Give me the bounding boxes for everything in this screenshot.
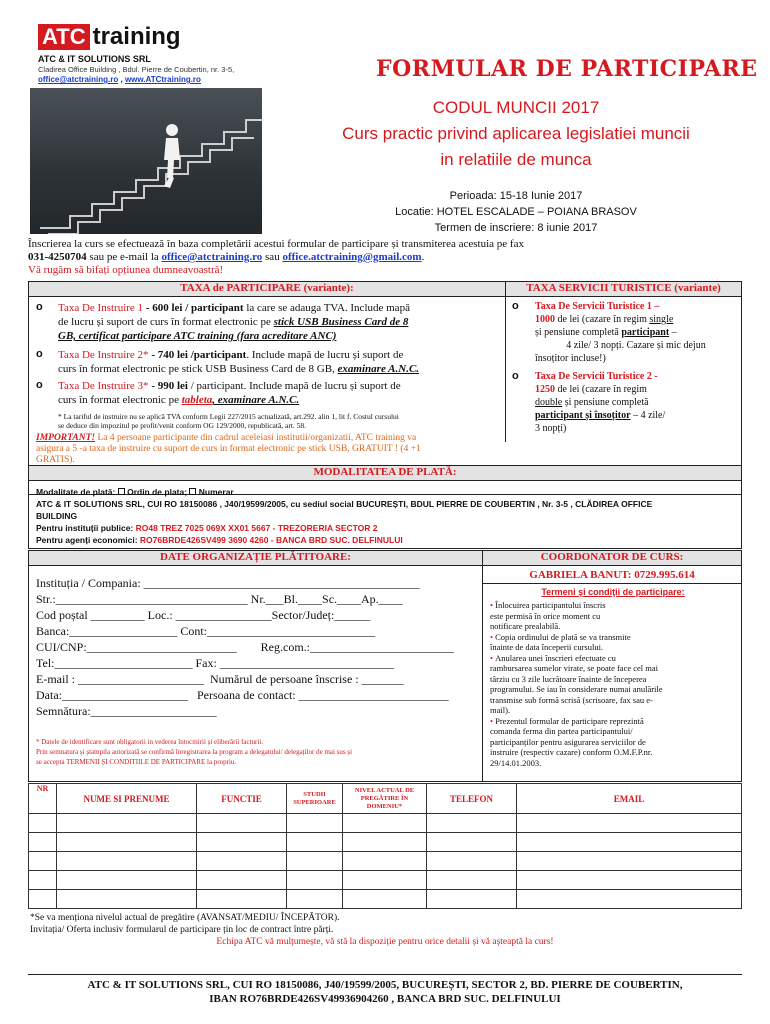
tourism1-single: single bbox=[649, 314, 674, 325]
coord-header: COORDONATOR DE CURS: bbox=[483, 551, 741, 566]
checkbox-payment-order[interactable] bbox=[118, 488, 125, 495]
option3-line2a: curs în format electronic pe bbox=[58, 394, 182, 406]
org-divider bbox=[482, 550, 483, 782]
col-phone: TELEFON bbox=[427, 784, 517, 814]
course-title-line1: Curs practic privind aplicarea legislatiei muncii bbox=[342, 124, 690, 143]
vat-note-line2: se deduce din impozitul pe profit/venit conform OG 129/2000, republicată, art. 58. bbox=[58, 421, 307, 430]
intro-text: Înscrierea la curs se efectuează în baza completării acestui formular de participare și transmiterea acestuia pe fax 031-4250704 sau pe e-mail la office@atctraining.ro sau office.atctraining@gmail.com. Vă rugăm să bifați opțiunea dumneavoastră! bbox=[28, 238, 742, 277]
option2-price: - 740 lei /participant bbox=[148, 349, 247, 361]
tourism-option-2 bbox=[535, 370, 737, 435]
form-title: FORMULAR DE PARTICIPARE bbox=[376, 56, 758, 82]
option3-line2b: tableta bbox=[181, 394, 213, 406]
tourism2-line4: 3 nopți) bbox=[535, 423, 567, 434]
option1-line3: GB, certificat participare ATC training (fara acreditare ANC) bbox=[58, 330, 337, 342]
bullet-icon: • bbox=[490, 652, 496, 663]
table-cell[interactable] bbox=[29, 852, 57, 871]
page-footer bbox=[28, 974, 742, 1006]
terms-line: Anularea unei înscrieri efectuate cu bbox=[495, 652, 616, 663]
terms-line: 29/14.01.2003. bbox=[490, 757, 542, 768]
option3-line2c: , examinare A.N.C. bbox=[212, 394, 300, 406]
vat-note bbox=[58, 412, 500, 430]
terms-line: este permisă în orice moment cu bbox=[490, 610, 601, 621]
participation-option-1 bbox=[58, 301, 500, 343]
econ-label: Pentru agenți economici: bbox=[36, 535, 140, 545]
option2-title: Taxa De Instruire 2* bbox=[58, 349, 149, 361]
field-street[interactable]: Str.:________________________________ Nr.___Bl.____Sc.____Ap.____ bbox=[36, 592, 403, 606]
option1-line2a: de lucru și suport de curs în format electronic pe bbox=[58, 316, 274, 328]
option1-text: la care se adauga TVA. Include mapă bbox=[243, 302, 410, 314]
fax-number: 031-4250704 bbox=[28, 251, 87, 263]
intro-please: Vă rugăm să bifați opțiunea dumneavoastră! bbox=[28, 264, 224, 276]
table-cell[interactable] bbox=[427, 890, 517, 909]
course-location: Locatie: HOTEL ESCALADE – POIANA BRASOV bbox=[395, 206, 637, 218]
terms-item-3 bbox=[490, 653, 736, 716]
fees-divider bbox=[505, 281, 506, 442]
tourism1-line4: însoțitor incluse!) bbox=[535, 353, 606, 364]
public-account: RO48 TREZ 7025 069X XX01 5667 - TREZORERIA SECTOR 2 bbox=[135, 523, 378, 533]
bullet-icon: • bbox=[490, 631, 496, 642]
header-photo bbox=[30, 88, 262, 234]
terms-line: Prezentul formular de participare reprezintă bbox=[495, 715, 644, 726]
course-code-title: CODUL MUNCII 2017 bbox=[432, 98, 600, 117]
checkbox-tourism-2[interactable]: o bbox=[512, 370, 519, 382]
table-cell[interactable] bbox=[517, 833, 742, 852]
table-row bbox=[29, 852, 742, 871]
field-email[interactable]: E-mail : _____________________ Numărul de persoane înscrise : _______ bbox=[36, 672, 404, 686]
payment-details bbox=[36, 486, 736, 546]
table-cell[interactable] bbox=[427, 833, 517, 852]
method-opt1: Ordin de plata; bbox=[124, 487, 190, 497]
option1-title: Taxa De Instruire 1 bbox=[58, 302, 144, 314]
method-opt2: Numerar bbox=[196, 487, 234, 497]
table-cell[interactable] bbox=[287, 890, 343, 909]
participation-option-2 bbox=[58, 348, 500, 376]
public-label: Pentru instituții publice: bbox=[36, 523, 136, 533]
important-line2: asigura a 5 -a taxa de instruire cu suport de curs in format electronic pe stick USB, GRATUIT ! (4 +1 bbox=[36, 444, 421, 454]
terms-line: mail). bbox=[490, 705, 511, 715]
payment-header: MODALITATEA DE PLATĂ: bbox=[29, 466, 741, 481]
terms-line: înainte de data începerii cursului. bbox=[490, 642, 604, 652]
table-cell[interactable] bbox=[57, 814, 197, 833]
email-link-2[interactable]: office.atctraining@gmail.com bbox=[282, 251, 422, 263]
tourism-option-1 bbox=[535, 300, 737, 365]
important-label: IMPORTANT! bbox=[36, 433, 96, 443]
table-cell[interactable] bbox=[343, 833, 427, 852]
table-row bbox=[29, 890, 742, 909]
field-signature[interactable]: Semnătura:_____________________ bbox=[36, 704, 217, 718]
field-postal[interactable]: Cod poștal _________ Loc.: ________________Sector/Județ:______ bbox=[36, 608, 371, 622]
bullet-icon: • bbox=[490, 600, 496, 610]
table-cell[interactable] bbox=[29, 814, 57, 833]
col-email: EMAIL bbox=[517, 784, 742, 814]
company-address: Cladirea Office Building , Bdul. Pierre de Coubertin, nr. 3-5, bbox=[38, 65, 235, 74]
company-name: ATC & IT SOLUTIONS SRL bbox=[38, 54, 151, 64]
table-cell[interactable] bbox=[197, 890, 287, 909]
intro-or: sau bbox=[262, 251, 283, 263]
contact-separator: , bbox=[118, 75, 125, 84]
option1-line2b: stick USB Business Card de 8 bbox=[273, 316, 409, 328]
table-header-row bbox=[29, 784, 742, 814]
field-company[interactable]: Instituția / Compania: ______________________________________________ bbox=[36, 576, 420, 590]
field-tel[interactable]: Tel:_______________________ Fax: _____________________________ bbox=[36, 656, 394, 670]
org-header: DATE ORGANIZAȚIE PLĂTITOARE: bbox=[29, 551, 482, 566]
table-cell[interactable] bbox=[343, 814, 427, 833]
tourism1-line2a: și pensiune completă bbox=[535, 327, 622, 338]
tourism2-line3b: – 4 zile/ bbox=[630, 410, 666, 421]
terms-line: Înlocuirea participantului înscris bbox=[495, 600, 606, 610]
terms-item-1 bbox=[490, 600, 736, 632]
terms-line: participanților pentru asigurarea serviciilor de bbox=[490, 736, 646, 747]
company-contacts bbox=[38, 75, 201, 84]
terms-line: Copia ordinului de plată se va transmite bbox=[495, 631, 631, 642]
col-name: NUME SI PRENUME bbox=[57, 784, 197, 814]
tourism-header: TAXA SERVICII TURISTICE (variante) bbox=[506, 282, 741, 297]
field-cui[interactable]: CUI/CNP:_________________________ Reg.com.:________________________ bbox=[36, 640, 455, 654]
checkbox-option-1[interactable]: o bbox=[36, 301, 43, 313]
atc-logo bbox=[38, 24, 181, 50]
intro-line: Înscrierea la curs se efectuează în baza completării acestui formular de participare și transmiterea acestuia pe fax bbox=[28, 238, 524, 250]
econ-account: RO76BRDE426SV499 3690 4260 - BANCA BRD SUC. DELFINULUI bbox=[139, 535, 403, 545]
table-cell[interactable] bbox=[343, 890, 427, 909]
table-cell[interactable] bbox=[287, 814, 343, 833]
table-row bbox=[29, 814, 742, 833]
important-note bbox=[36, 433, 500, 466]
payment-building: BUILDING bbox=[36, 511, 78, 521]
tourism2-double: double bbox=[535, 397, 563, 408]
course-title-line2: in relatiile de munca bbox=[440, 150, 592, 169]
table-cell[interactable] bbox=[287, 852, 343, 871]
participation-option-3 bbox=[58, 379, 500, 407]
table-cell[interactable] bbox=[427, 871, 517, 890]
table-cell[interactable] bbox=[197, 814, 287, 833]
footnote-level: *Se va menționa nivelul actual de pregătire (AVANSAT/MEDIU/ ÎNCEPĂTOR). bbox=[30, 913, 340, 923]
tourism1-line3: 4 zile/ 3 nopți. Cazare și mic dejun bbox=[566, 340, 706, 351]
terms-line: notificare prealabilă. bbox=[490, 621, 561, 631]
option1-price: - 600 lei / participant bbox=[143, 302, 244, 314]
table-cell[interactable] bbox=[197, 852, 287, 871]
terms-item-2 bbox=[490, 632, 736, 653]
checkbox-option-2[interactable]: o bbox=[36, 348, 43, 360]
coord-name: GABRIELA BANUT: 0729.995.614 bbox=[483, 566, 741, 584]
vat-note-line1: * La tariful de instruire nu se aplică TVA conform Legii 227/2015 actualizată, art.292. alin 1, lit f. Costul cursului bbox=[58, 412, 399, 421]
tourism2-participant: participant și însoțitor bbox=[535, 410, 631, 421]
terms-line: transmise sub formă scrisă (scrisoare, fax sau e- bbox=[490, 694, 653, 705]
terms-line: instruire (respectiv cazare) conform O.M.F.P.nr. bbox=[490, 747, 653, 757]
terms-line: târziu cu 3 zile lucrătoare înainte de începerea bbox=[490, 673, 647, 684]
tourism1-participant: participant bbox=[621, 327, 670, 338]
email-link-1[interactable]: office@atctraining.ro bbox=[161, 251, 263, 263]
payment-company: ATC & IT SOLUTIONS SRL, CUI RO 18150086 , J40/19599/2005, cu sediul social BUCUREȘTI, BDUL PIERRE DE COUBERTIN , Nr. 3-5 , CLĂDIREA OFFICE bbox=[36, 499, 653, 509]
col-studies: STUDII SUPERIOARE bbox=[287, 784, 343, 814]
terms-line: programului. Se iau în considerare numai anulările bbox=[490, 684, 663, 694]
table-cell[interactable] bbox=[197, 871, 287, 890]
option2-line2b: examinare A.N.C. bbox=[337, 363, 420, 375]
table-row bbox=[29, 871, 742, 890]
tourism2-price: 1250 bbox=[535, 384, 555, 395]
table-cell[interactable] bbox=[517, 890, 742, 909]
option2-line2a: curs în format electronic pe stick USB Business Card de 8 GB, bbox=[58, 363, 338, 375]
table-cell[interactable] bbox=[343, 871, 427, 890]
option2-text: . Include mapă de lucru și suport de bbox=[246, 349, 404, 361]
email-link[interactable]: office@atctraining.ro bbox=[38, 75, 119, 84]
option3-text: / participant. Include mapă de lucru și suport de bbox=[187, 380, 401, 392]
web-link[interactable]: www.ATCtraining.ro bbox=[124, 75, 201, 84]
org-fields bbox=[36, 575, 476, 719]
bullet-icon: • bbox=[490, 715, 496, 726]
intro-mid: sau pe e-mail la bbox=[86, 251, 162, 263]
important-line3: GRATIS). bbox=[36, 455, 75, 465]
table-cell[interactable] bbox=[287, 871, 343, 890]
org-notes bbox=[36, 737, 478, 767]
tourism1-line2c: – bbox=[669, 327, 677, 338]
footnote-contract: Invitația/ Oferta inclusiv formularul de participare țin loc de contract între părți. bbox=[30, 925, 334, 935]
registration-deadline: Termen de inscriere: 8 iunie 2017 bbox=[434, 222, 598, 234]
participation-header: TAXA de PARTICIPARE (variante): bbox=[29, 282, 505, 297]
table-cell[interactable] bbox=[343, 852, 427, 871]
tourism1-text: de lei (cazare în regim bbox=[555, 314, 650, 325]
stairs-illustration bbox=[30, 88, 262, 234]
footer-line1: ATC & IT SOLUTIONS SRL, CUI RO 18150086, J40/19599/2005, BUCUREȘTI, SECTOR 2, BD. PIERRE DE COUBERTIN, bbox=[87, 979, 683, 991]
field-date[interactable]: Data:_____________________ Persoana de contact: _________________________ bbox=[36, 688, 449, 702]
logo-atc: ATC bbox=[38, 24, 90, 50]
tourism2-text: de lei (cazare în regim bbox=[555, 384, 647, 395]
table-cell[interactable] bbox=[517, 871, 742, 890]
participants-table bbox=[28, 783, 742, 909]
table-cell[interactable] bbox=[29, 833, 57, 852]
important-text: La 4 persoane participante din cadrul aceleiasi institutii/organizatii, ATC training va bbox=[95, 433, 417, 443]
table-cell[interactable] bbox=[427, 852, 517, 871]
org-note1: * Datele de identificare sunt obligatorii in vederea întocmirii și eliberării facturii. bbox=[36, 738, 264, 746]
col-nr: NR bbox=[29, 784, 57, 814]
tourism2-line2b: și pensiune completă bbox=[562, 397, 649, 408]
table-cell[interactable] bbox=[29, 871, 57, 890]
terms-title: Termeni şi condiţii de participare: bbox=[541, 587, 685, 597]
table-cell[interactable] bbox=[197, 833, 287, 852]
org-note3: se accepta TERMENII ȘI CONDITIILE DE PARTICIPARE la propriu. bbox=[36, 758, 237, 766]
table-cell[interactable] bbox=[427, 814, 517, 833]
terms-item-4 bbox=[490, 716, 736, 769]
org-note2: Prin semnatura și ștampila autorizată se confirmă înregistrarea la program a delegatului/ delegaților de mai sus și bbox=[36, 748, 353, 756]
table-cell[interactable] bbox=[517, 814, 742, 833]
col-level: NIVEL ACTUAL DE PREGĂTIRE ÎN DOMENIU* bbox=[343, 784, 427, 814]
table-cell[interactable] bbox=[517, 852, 742, 871]
table-cell[interactable] bbox=[57, 890, 197, 909]
footnote-thanks: Echipa ATC vă mulțumește, vă stă la dispoziție pentru orice detalii și vă așteaptă la curs! bbox=[216, 937, 554, 947]
terms-block bbox=[490, 587, 736, 768]
table-row bbox=[29, 833, 742, 852]
footnotes bbox=[30, 912, 740, 948]
field-bank[interactable]: Banca:__________________ Cont:____________________________ bbox=[36, 624, 375, 638]
checkbox-option-3[interactable]: o bbox=[36, 379, 43, 391]
option3-price: - 990 lei bbox=[148, 380, 188, 392]
col-function: FUNCTIE bbox=[197, 784, 287, 814]
table-cell[interactable] bbox=[57, 871, 197, 890]
footer-line2: IBAN RO76BRDE426SV49936904260 , BANCA BRD SUC. DELFINULUI bbox=[209, 993, 561, 1005]
logo-training: training bbox=[92, 23, 181, 50]
method-label: Modalitate de plată: bbox=[36, 487, 118, 497]
table-cell[interactable] bbox=[29, 890, 57, 909]
table-cell[interactable] bbox=[57, 852, 197, 871]
course-period: Perioada: 15-18 Iunie 2017 bbox=[449, 190, 583, 202]
checkbox-tourism-1[interactable]: o bbox=[512, 300, 519, 312]
option3-title: Taxa De Instruire 3* bbox=[58, 380, 149, 392]
tourism2-title: Taxa De Servicii Turistice 2 - bbox=[535, 371, 658, 382]
table-cell[interactable] bbox=[287, 833, 343, 852]
terms-line: rambursarea sumelor virate, se poate face cel mai bbox=[490, 663, 659, 673]
terms-line: comanda ferma din partea participantului/ bbox=[490, 726, 633, 736]
tourism1-price: 1000 bbox=[535, 314, 555, 325]
tourism1-title: Taxa De Servicii Turistice 1 – bbox=[535, 301, 660, 312]
table-cell[interactable] bbox=[57, 833, 197, 852]
